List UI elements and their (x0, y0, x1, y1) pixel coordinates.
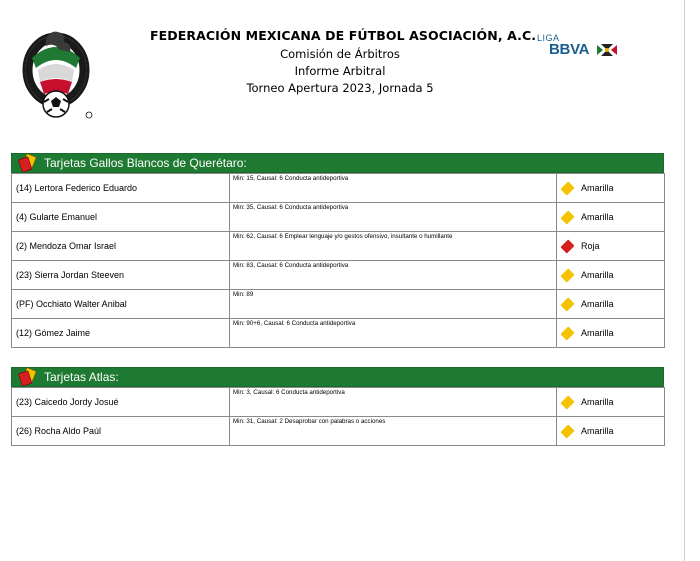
player-name: (4) Gularte Emanuel (12, 203, 230, 232)
card-detail: Min: 31, Causal: 2 Desaprobar con palabras o acciones (230, 417, 557, 446)
table-row (12, 319, 665, 348)
card-type: Amarilla (581, 328, 614, 338)
yellow-card-icon (560, 181, 575, 196)
card-detail: Min: 62, Causal: 6 Emplear lenguaje y/o gestos ofensivo, insultante o humillante (230, 232, 557, 261)
card-detail: Min: 83, Causal: 6 Conducta antideportiva (230, 261, 557, 290)
section-title: Tarjetas Gallos Blancos de Querétaro: (44, 156, 247, 170)
player-name: (PF) Occhiato Walter Anibal (12, 290, 230, 319)
liga-mx-mark-icon (595, 43, 619, 57)
cards-table (11, 173, 665, 348)
card-cell (557, 417, 665, 446)
card-cell (557, 290, 665, 319)
card-type: Amarilla (581, 397, 614, 407)
table-row (12, 261, 665, 290)
card-detail: Min: 90+6, Causal: 6 Conducta antideportiva (230, 319, 557, 348)
yellow-card-icon (560, 395, 575, 410)
card-detail: Min: 15, Causal: 6 Conducta antideportiva (230, 174, 557, 203)
card-detail: Min: 3, Causal: 6 Conducta antideportiva (230, 388, 557, 417)
player-name: (14) Lertora Federico Eduardo (12, 174, 230, 203)
player-name: (2) Mendoza Omar Israel (12, 232, 230, 261)
tournament-name: Torneo Apertura 2023, Jornada 5 (246, 81, 434, 95)
cards-section-atlas (11, 367, 664, 446)
card-detail: Min: 35, Causal: 6 Conducta antideportiva (230, 203, 557, 232)
yellow-card-icon (560, 210, 575, 225)
red-card-icon (560, 239, 575, 254)
report-title: Informe Arbitral (294, 64, 386, 78)
org-name: FEDERACIÓN MEXICANA DE FÚTBOL ASOCIACIÓN, A.C. (150, 28, 537, 43)
card-cell (557, 388, 665, 417)
card-detail: Min: 89 (230, 290, 557, 319)
section-header (11, 153, 664, 173)
table-row (12, 232, 665, 261)
fmf-crest-logo (16, 22, 96, 120)
card-cell (557, 203, 665, 232)
bbva-word: BBVA (549, 41, 590, 58)
section-header (11, 367, 664, 387)
player-name: (26) Rocha Aldo Paúl (12, 417, 230, 446)
yellow-card-icon (560, 326, 575, 341)
card-type: Roja (581, 241, 600, 251)
cards-table (11, 387, 665, 446)
player-name: (12) Gómez Jaime (12, 319, 230, 348)
cards-icon (16, 154, 40, 172)
cards-section-queretaro (11, 153, 664, 348)
table-row (12, 388, 665, 417)
report-header (150, 28, 537, 97)
yellow-card-icon (560, 297, 575, 312)
card-cell (557, 319, 665, 348)
yellow-card-icon (560, 424, 575, 439)
table-row (12, 174, 665, 203)
yellow-card-icon (560, 268, 575, 283)
card-type: Amarilla (581, 212, 614, 222)
table-row (12, 417, 665, 446)
section-title: Tarjetas Atlas: (44, 370, 119, 384)
card-type: Amarilla (581, 183, 614, 193)
table-row (12, 290, 665, 319)
card-type: Amarilla (581, 270, 614, 280)
player-name: (23) Sierra Jordan Steeven (12, 261, 230, 290)
liga-word: LIGA (537, 33, 560, 43)
card-type: Amarilla (581, 426, 614, 436)
player-name: (23) Caicedo Jordy Josué (12, 388, 230, 417)
card-type: Amarilla (581, 299, 614, 309)
card-cell (557, 174, 665, 203)
liga-bbva-logo (537, 33, 621, 59)
commission-name: Comisión de Árbitros (280, 47, 400, 61)
table-row (12, 203, 665, 232)
card-cell (557, 261, 665, 290)
card-cell (557, 232, 665, 261)
cards-icon (16, 368, 40, 386)
